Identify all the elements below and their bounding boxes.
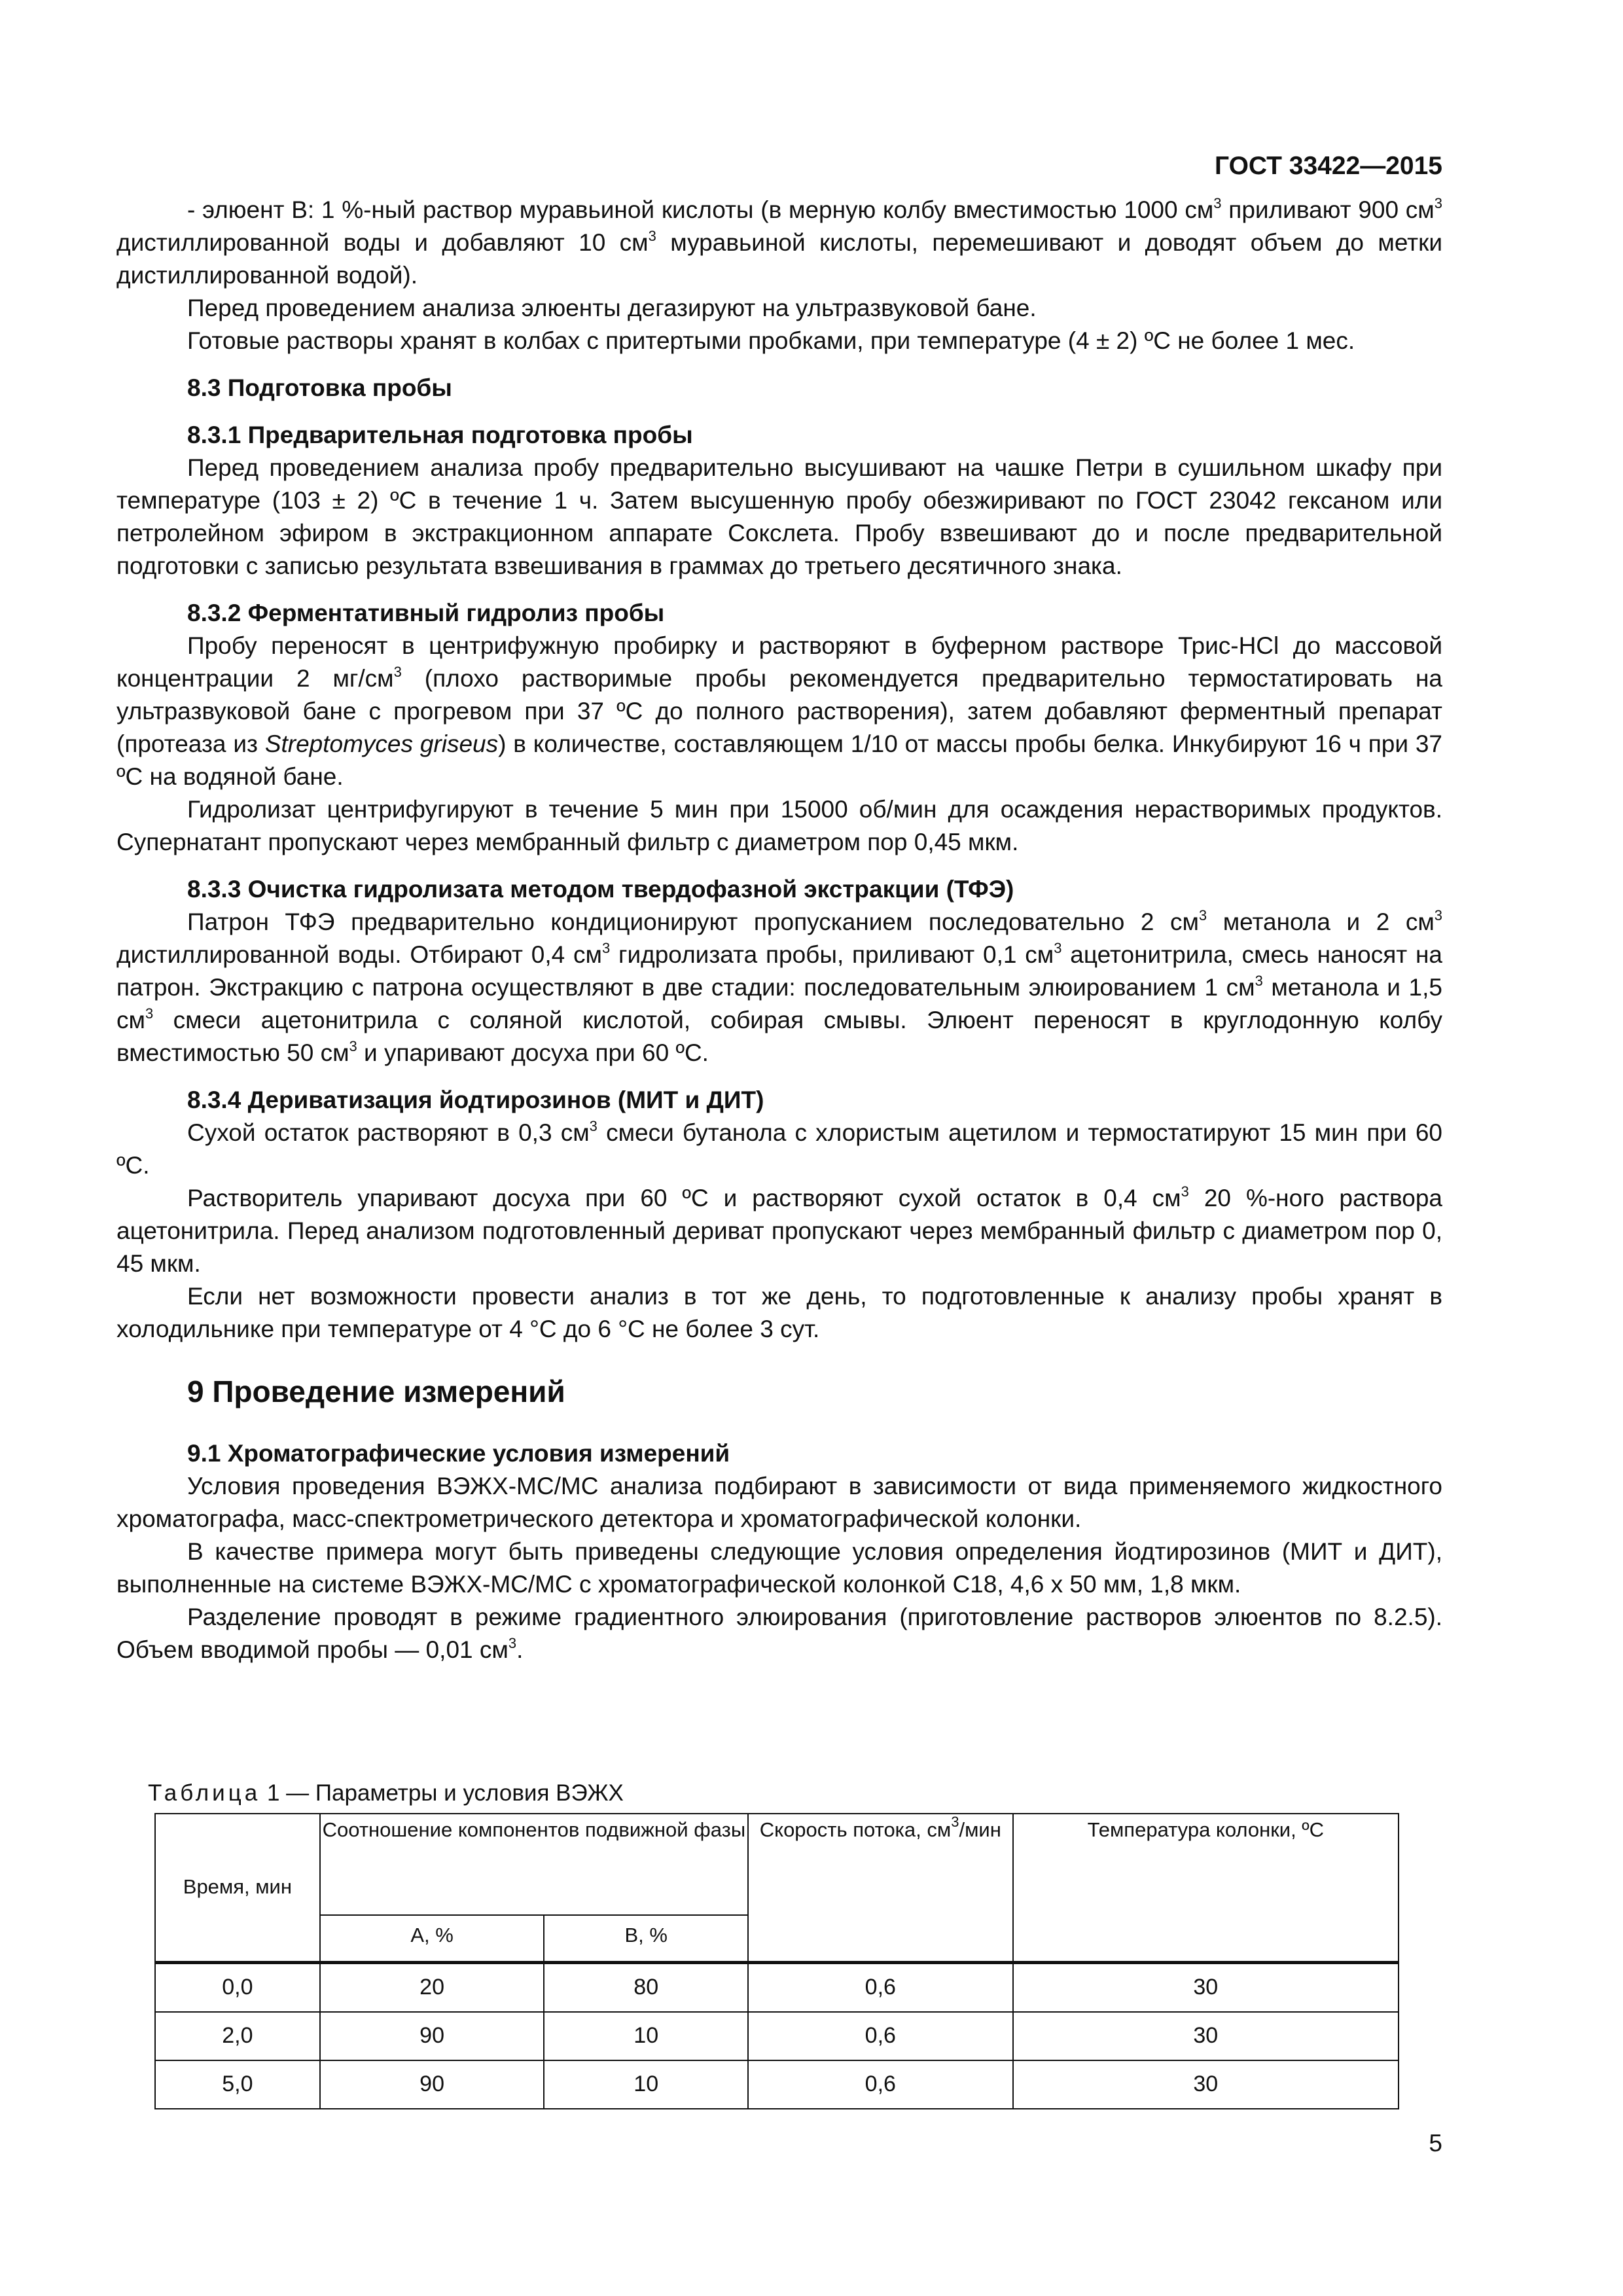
document-body [116,194,1442,1666]
table-cell: 0,6 [748,2060,1013,2109]
header-component-a: А, % [320,1915,544,1962]
section-8-3-4-paragraph-1: Сухой остаток растворяют в 0,3 $см^3$ смеси бутанола с хлористым ацетилом и термостатируют 15 мин при 60 ºС. [116,1118,1442,1179]
section-heading-8-3: 8.3 Подготовка пробы [187,374,452,401]
table-cell: 0,6 [748,1962,1013,2012]
header-component-b: В, % [544,1915,748,1962]
section-8-3-4-paragraph-3: Если нет возможности провести анализ в тот же день, то подготовленные к анализу пробы хранят в холодильнике при температуре от 4 °С до 6 °С не более 3 сут. [116,1283,1442,1342]
header-time: Время, мин [155,1814,320,1962]
section-8-3-4-paragraph-2: Растворитель упаривают досуха при 60 ºС и растворяют сухой остаток в 0,4 $см^3$ 20 %-ного раствора ацетонитрила. Перед анализом подготовленный дериват пропускают через мембранный фильтр с диаметром пор 0, 45 мкм. [116,1183,1442,1277]
section-heading-8-3-2: 8.3.2 Ферментативный гидролиз пробы [187,600,665,626]
section-8-3-3-text: Патрон ТФЭ предварительно кондиционируют пропусканием последовательно 2 $см^3$ метанола и 2 $см^3$ дистиллированной воды. Отбирают 0,4 $см^3$ гидролизата пробы, приливают 0,1 $см^3$ ацетонитрила, смесь наносят на патрон. Экстракцию с патрона осуществляют в две стадии: последовательным элюированием 1 $см^3$ метанола и 1,5 $см^3$ смеси ацетонитрила с соляной кислотой, собирая смывы. Элюент переносят в круглодонную колбу вместимостью 50 $см^3$ и упаривают досуха при 60 ºС. [116,907,1443,1066]
section-9-1-paragraph-3: Разделение проводят в режиме градиентного элюирования (приготовление растворов элюентов по 8.2.5). Объем вводимой пробы — 0,01 $см^3$. [116,1604,1442,1663]
section-9-1-paragraph-2: В качестве примера могут быть приведены следующие условия определения йодтирозинов (МИТ и ДИТ), выполненные на системе ВЭЖХ-МС/МС с хроматографической колонкой С18, 4,6 х 50 мм, 1,8 мкм. [116,1538,1442,1598]
table-cell: 0,0 [155,1962,320,2012]
table-cell: 10 [544,2012,748,2060]
header-phase-ratio: Соотношение компонентов подвижной фазы [320,1814,748,1915]
document-id: ГОСТ 33422—2015 [1215,152,1442,180]
table-cell: 2,0 [155,2012,320,2060]
degas-paragraph: Перед проведением анализа элюенты дегазируют на ультразвуковой бане. [187,295,1037,321]
table-cell: 20 [320,1962,544,2012]
table-cell: 30 [1013,1962,1399,2012]
table-row [155,2012,1399,2060]
header-flow-rate: Скорость потока, $см^3$/мин [748,1814,1013,1962]
table-cell: 90 [320,2060,544,2109]
storage-paragraph: Готовые растворы хранят в колбах с притертыми пробками, при температуре (4 ± 2) ºС не более 1 мес. [187,327,1355,354]
table-cell: 5,0 [155,2060,320,2109]
section-heading-8-3-3: 8.3.3 Очистка гидролизата методом твердофазной экстракции (ТФЭ) [187,876,1014,903]
table-row [155,1962,1399,2012]
page-number: 5 [1429,2130,1442,2157]
section-8-3-2-paragraph-1: Пробу переносят в центрифужную пробирку и растворяют в буферном растворе Трис-HCl до массовой концентрации 2 $мг/см^3$ (плохо растворимые пробы рекомендуется предварительно термостатировать на ультразвуковой бане с прогревом при 37 ºС до полного растворения), затем добавляют ферментный препарат (протеаза из Streptomyces griseus) в количестве, составляющем 1/10 от массы пробы белка. Инкубируют 16 ч при 37 ºС на водяной бане. [116,632,1442,790]
section-heading-8-3-4: 8.3.4 Дериватизация йодтирозинов (МИТ и ДИТ) [187,1086,764,1113]
species-name: Streptomyces griseus [264,730,499,757]
table-cell: 30 [1013,2012,1399,2060]
header-column-temperature: Температура колонки, ºС [1013,1814,1399,1962]
table-cell: 80 [544,1962,748,2012]
section-8-3-2-paragraph-2: Гидролизат центрифугируют в течение 5 мин при 15000 об/мин для осаждения нерастворимых продуктов. Супернатант пропускают через мембранный фильтр с диаметром пор 0,45 мкм. [116,796,1442,855]
table-cell: 90 [320,2012,544,2060]
section-heading-9-1: 9.1 Хроматографические условия измерений [187,1440,730,1467]
table-cell: 10 [544,2060,748,2109]
table-cell: 30 [1013,2060,1399,2109]
table-caption: Таблица 1 — Параметры и условия ВЭЖХ [148,1780,624,1806]
eluent-b-paragraph: - элюент В: 1 %-ный раствор муравьиной кислоты (в мерную колбу вместимостью 1000 $см^3$ приливают 900 $см^3$ дистиллированной воды и добавляют 10 $см^3$ муравьиной кислоты, перемешивают и доводят объем до метки дистиллированной водой). [116,195,1442,289]
section-heading-9: 9 Проведение измерений [187,1374,565,1408]
document-page [116,0,1442,2296]
table-cell: 0,6 [748,2012,1013,2060]
section-9-1-paragraph-1: Условия проведения ВЭЖХ-МС/МС анализа подбирают в зависимости от вида применяемого жидкостного хроматографа, масс-спектрометрического детектора и хроматографической колонки. [116,1473,1442,1532]
table-row [155,2060,1399,2109]
section-heading-8-3-1: 8.3.1 Предварительная подготовка пробы [187,422,693,448]
section-8-3-1-text: Перед проведением анализа пробу предварительно высушивают на чашке Петри в сушильном шкафу при температуре (103 ± 2) ºС в течение 1 ч. Затем высушенную пробу обезжиривают по ГОСТ 23042 гексаном или петролейном эфиром в экстракционном аппарате Сокслета. Пробу взвешивают до и после предварительной подготовки с записью результата взвешивания в граммах до третьего десятичного знака. [116,454,1442,579]
hplc-parameters-table [154,1813,1399,2109]
